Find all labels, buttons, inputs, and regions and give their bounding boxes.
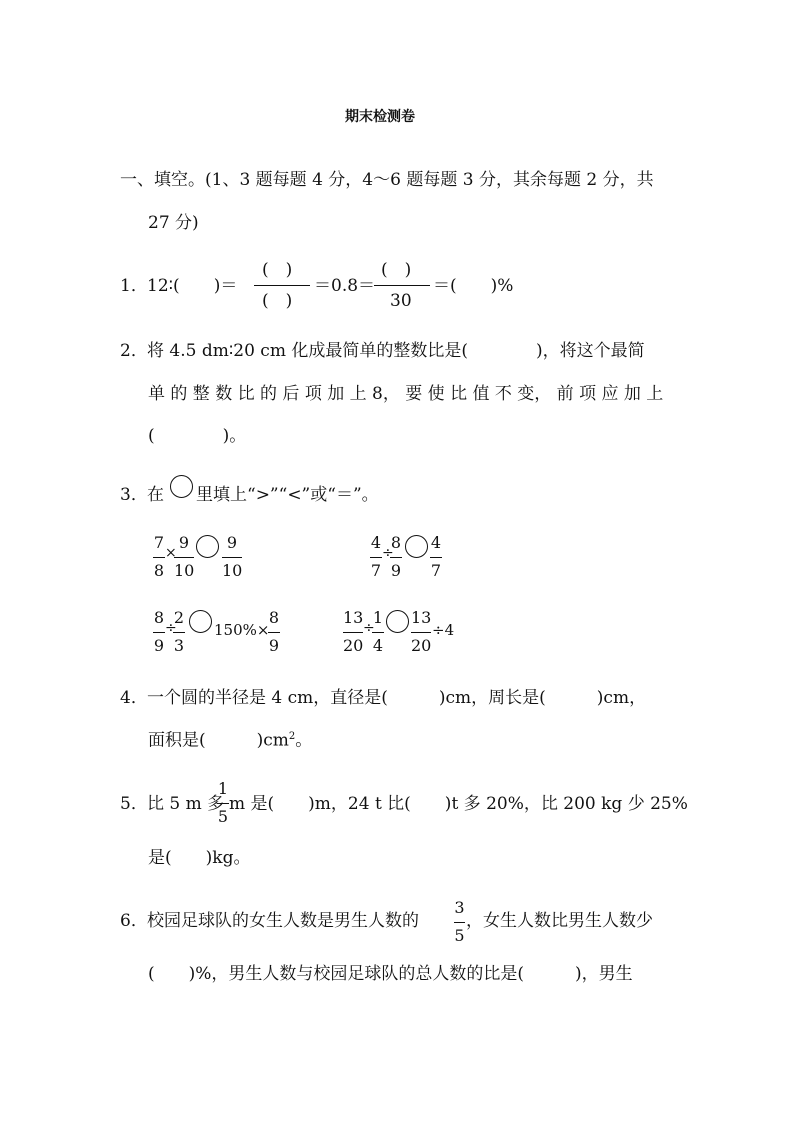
q3-e1-operator: ×	[165, 545, 177, 561]
q3-instruction: 里填上“>”“<”或“＝”。	[196, 485, 379, 505]
q4-number: 4．	[120, 688, 148, 708]
q5-post: m 是( )m，24 t 比( )t 多 20%，比 200 kg 少 25%	[229, 794, 688, 814]
q4-line-2-text: 面积是( )cm	[148, 730, 289, 751]
q3-number: 3．	[120, 485, 148, 505]
q2-line-2: 单 的 整 数 比 的 后 项 加 上 8， 要 使 比 值 不 变， 前 项 应 加 上	[148, 384, 664, 404]
q5-line-2: 是( )kg。	[148, 848, 251, 868]
q3-e3-operator: ÷	[165, 620, 177, 636]
q2-line-3: ( )。	[148, 426, 247, 446]
q1-number: 1．	[120, 276, 148, 296]
q1-mid: ＝0.8＝	[314, 276, 376, 296]
q3-e2-answer-circle[interactable]	[405, 535, 428, 558]
q1-fraction-bar-2	[374, 285, 430, 286]
q1-f1-num: ( )	[262, 260, 293, 280]
q3-e3-answer-circle[interactable]	[189, 610, 212, 633]
q3-e2-operator: ÷	[382, 545, 394, 561]
q6-line-2: ( )%，男生人数与校园足球队的总人数的比是( )，男生	[148, 964, 633, 984]
q1-fraction-bar-1	[254, 285, 310, 286]
q3-e1-answer-circle[interactable]	[196, 535, 219, 558]
q3-e4-operator: ÷	[363, 620, 375, 636]
q1-f2-den: 30	[390, 291, 412, 311]
q3-e3-text: 150%×	[214, 621, 270, 639]
q3-e4-tail: ÷4	[432, 621, 455, 639]
q4-superscript: 2	[288, 731, 296, 742]
q5-number: 5．	[120, 794, 148, 814]
section-heading: 一、填空。(1、3 题每题 4 分，4～6 题每题 3 分，其余每题 2 分，共	[120, 170, 654, 190]
q2-number: 2．	[120, 341, 148, 361]
q3-pre: 在	[147, 485, 164, 505]
q6-post: ，女生人数比男生人数少	[466, 911, 653, 931]
q4-line-2	[148, 732, 312, 750]
q4-line-1: 一个圆的半径是 4 cm，直径是( )cm，周长是( )cm，	[147, 688, 647, 708]
section-heading-cont: 27 分)	[148, 213, 199, 233]
q2-line-1: 将 4.5 dm∶20 cm 化成最简单的整数比是( )，将这个最简	[147, 341, 645, 361]
q5-pre: 比 5 m 多	[147, 794, 225, 814]
q1-f1-den: ( )	[262, 291, 293, 311]
q6-pre: 校园足球队的女生人数是男生人数的	[147, 911, 419, 931]
page-title: 期末检测卷	[345, 109, 415, 125]
q1-f2-num: ( )	[381, 260, 412, 280]
q1-lead: 12∶( )＝	[147, 276, 238, 296]
q4-line-2-end: 。	[295, 730, 313, 751]
compare-circle-icon	[170, 475, 193, 498]
q3-e4-answer-circle[interactable]	[386, 610, 409, 633]
q6-number: 6．	[120, 911, 148, 931]
q1-tail: ＝( )%	[433, 276, 514, 296]
